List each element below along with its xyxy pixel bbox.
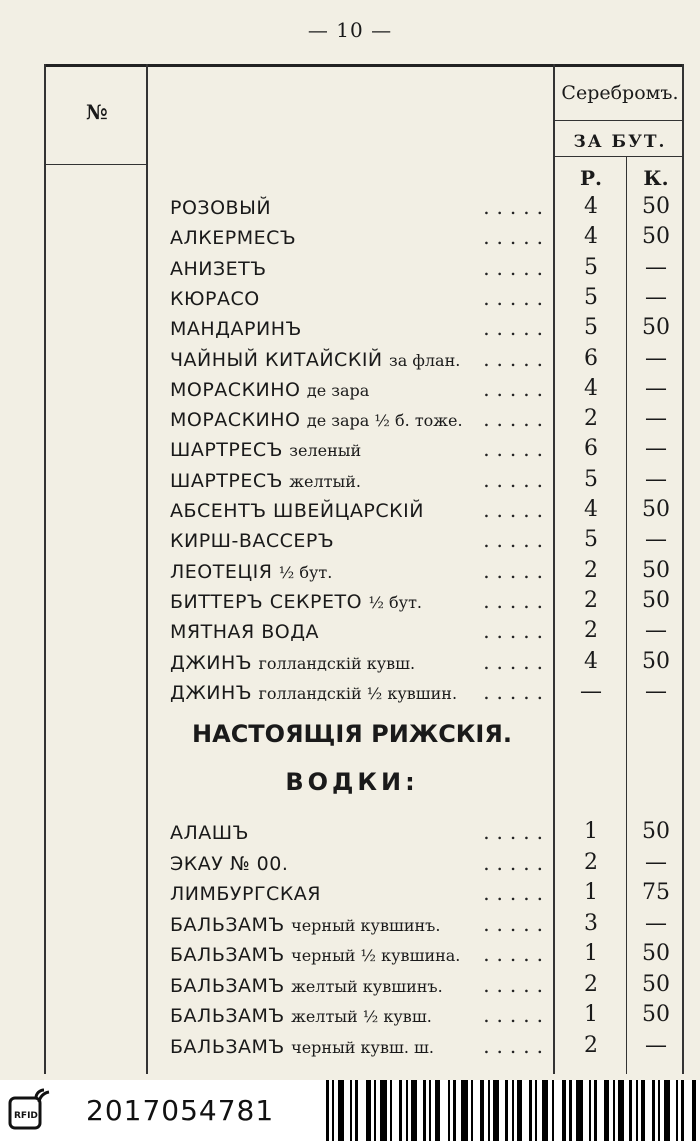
barcode-bar bbox=[480, 1080, 484, 1141]
leader-dots: ..... bbox=[483, 225, 550, 250]
item-note: желтый кувшинъ. bbox=[291, 976, 443, 996]
liqueur-row bbox=[150, 283, 684, 313]
bottle-header-rule bbox=[555, 156, 682, 157]
price-rubles: 2 bbox=[584, 849, 598, 875]
barcode-bar bbox=[535, 1080, 537, 1141]
liqueur-row bbox=[150, 465, 684, 495]
barcode-bar bbox=[448, 1080, 450, 1141]
price-kopecks: 50 bbox=[642, 587, 670, 613]
item-title: АНИЗЕТЪ bbox=[170, 257, 267, 280]
liqueur-row bbox=[150, 404, 684, 434]
rfid-label: RFID bbox=[14, 1111, 38, 1121]
item-note: за флан. bbox=[389, 350, 461, 370]
price-kopecks: — bbox=[645, 436, 667, 462]
barcode-bar bbox=[692, 1080, 696, 1141]
price-rubles: 2 bbox=[584, 618, 598, 644]
item-title: ЧАЙНЫЙ КИТАЙСКІЙ bbox=[170, 348, 383, 371]
price-kopecks: 50 bbox=[642, 224, 670, 250]
vodka-row bbox=[150, 909, 684, 939]
table-left-border bbox=[44, 64, 46, 1074]
price-kopecks: — bbox=[645, 345, 667, 371]
item-title: БАЛЬЗАМЪ bbox=[170, 974, 285, 997]
price-rubles: 1 bbox=[584, 1002, 598, 1027]
item-title: БАЛЬЗАМЪ bbox=[170, 1005, 285, 1027]
price-rubles: 1 bbox=[584, 941, 598, 966]
price-kopecks: 50 bbox=[642, 1002, 670, 1027]
barcode-bar bbox=[374, 1080, 376, 1141]
leader-dots: ..... bbox=[483, 972, 550, 997]
price-rubles: 2 bbox=[584, 1032, 598, 1058]
barcode-bar bbox=[569, 1080, 572, 1141]
price-kopecks: 50 bbox=[642, 971, 670, 997]
price-rubles: 5 bbox=[584, 527, 598, 553]
barcode-bar bbox=[658, 1080, 660, 1141]
price-rubles: 5 bbox=[584, 254, 598, 280]
leader-dots: ..... bbox=[483, 1003, 550, 1027]
item-note: голландскій ½ кувшин. bbox=[258, 683, 458, 703]
price-rubles: 5 bbox=[584, 315, 598, 341]
item-title: МАНДАРИНЪ bbox=[170, 318, 302, 341]
leader-dots: ..... bbox=[483, 528, 550, 553]
item-title: ДЖИНЪ bbox=[170, 681, 253, 704]
barcode-bar bbox=[332, 1080, 334, 1141]
leader-dots: ..... bbox=[483, 679, 550, 704]
price-kopecks: 50 bbox=[642, 497, 670, 522]
price-rubles: 2 bbox=[584, 971, 598, 997]
number-column-header: № bbox=[86, 100, 108, 124]
silver-column-header: Серебромъ. bbox=[561, 82, 679, 104]
barcode-bar bbox=[652, 1080, 655, 1141]
barcode-bar bbox=[411, 1080, 417, 1141]
liqueur-row bbox=[150, 344, 684, 374]
vodka-row bbox=[150, 970, 684, 1000]
leader-dots: ..... bbox=[483, 437, 550, 462]
liqueur-row bbox=[150, 586, 684, 616]
leader-dots: ..... bbox=[483, 376, 550, 401]
price-kopecks: — bbox=[645, 910, 667, 936]
barcode-bar bbox=[350, 1080, 352, 1141]
leader-dots: ..... bbox=[483, 558, 550, 583]
barcode-bar bbox=[390, 1080, 392, 1141]
liqueur-row bbox=[150, 192, 684, 222]
item-note: ½ бут. bbox=[368, 592, 423, 612]
item-note: черный ½ кувшина. bbox=[291, 946, 461, 965]
liqueur-row bbox=[150, 222, 684, 252]
price-rubles: 2 bbox=[584, 557, 598, 583]
price-rubles: 4 bbox=[584, 224, 598, 250]
item-title: ШАРТРЕСЪ bbox=[170, 469, 283, 492]
leader-dots: ..... bbox=[483, 407, 550, 432]
rfid-icon bbox=[8, 1088, 52, 1132]
price-rubles: 1 bbox=[584, 819, 598, 844]
price-kopecks: 50 bbox=[642, 941, 670, 966]
rubles-header: Р. bbox=[579, 166, 602, 190]
price-kopecks: 50 bbox=[642, 819, 670, 844]
price-rubles: — bbox=[580, 678, 602, 704]
price-kopecks: — bbox=[645, 849, 667, 875]
barcode-bar bbox=[576, 1080, 583, 1141]
price-kopecks: — bbox=[645, 678, 667, 704]
library-label-footer bbox=[0, 1080, 700, 1141]
liqueur-row bbox=[150, 647, 684, 677]
item-title: БАЛЬЗАМЪ bbox=[170, 1035, 285, 1058]
barcode-bar bbox=[461, 1080, 468, 1141]
price-rubles: 2 bbox=[584, 587, 598, 613]
leader-dots: ..... bbox=[483, 285, 550, 310]
item-note: черный кувшинъ. bbox=[291, 915, 441, 935]
liqueur-row bbox=[150, 525, 684, 555]
item-title: БАЛЬЗАМЪ bbox=[170, 913, 285, 936]
barcode-bar bbox=[664, 1080, 670, 1141]
barcode-bar bbox=[406, 1080, 408, 1141]
item-title: АЛКЕРМЕСЪ bbox=[170, 227, 297, 250]
leader-dots: ..... bbox=[483, 467, 550, 492]
item-title: БИТТЕРЪ СЕКРЕТО bbox=[170, 590, 363, 613]
item-title: АЛАШЪ bbox=[170, 822, 249, 844]
item-note: желтый. bbox=[289, 471, 361, 491]
vodka-row bbox=[150, 1031, 684, 1061]
liqueur-row bbox=[150, 374, 684, 404]
leader-dots: ..... bbox=[483, 649, 550, 674]
item-title: МОРАСКИНО bbox=[170, 378, 301, 401]
liqueur-row bbox=[150, 434, 684, 464]
item-note: черный кувш. ш. bbox=[291, 1037, 434, 1057]
barcode-bar bbox=[629, 1080, 632, 1141]
barcode-bar bbox=[366, 1080, 371, 1141]
price-rubles: 5 bbox=[584, 284, 598, 310]
item-note: де зара bbox=[306, 380, 370, 400]
price-rubles: 4 bbox=[584, 497, 598, 522]
price-rubles: 3 bbox=[584, 910, 598, 936]
liqueur-row bbox=[150, 677, 684, 707]
item-title: ШАРТРЕСЪ bbox=[170, 439, 283, 462]
item-title: МОРАСКИНО bbox=[170, 409, 301, 432]
price-kopecks: — bbox=[645, 618, 667, 644]
section-subtitle: ВОДКИ: bbox=[285, 768, 419, 796]
leader-dots: ..... bbox=[483, 498, 550, 522]
price-rubles: 4 bbox=[584, 375, 598, 401]
barcode-bar bbox=[676, 1080, 678, 1141]
vodka-row bbox=[150, 878, 684, 908]
barcode-bar bbox=[380, 1080, 387, 1141]
leader-dots: ..... bbox=[483, 1033, 550, 1058]
barcode-bar bbox=[453, 1080, 456, 1141]
barcode-bar bbox=[613, 1080, 615, 1141]
item-title: БАЛЬЗАМЪ bbox=[170, 944, 285, 966]
leader-dots: ..... bbox=[483, 316, 550, 341]
barcode-bar bbox=[338, 1080, 344, 1141]
price-rubles: 2 bbox=[584, 406, 598, 432]
barcode-bar bbox=[641, 1080, 645, 1141]
price-kopecks: 50 bbox=[642, 648, 670, 674]
leader-dots: ..... bbox=[483, 195, 550, 219]
barcode-bar bbox=[618, 1080, 624, 1141]
price-rubles: 4 bbox=[584, 648, 598, 674]
vodka-row bbox=[150, 1000, 684, 1030]
liqueur-row bbox=[150, 495, 684, 525]
item-note: желтый ½ кувш. bbox=[291, 1007, 432, 1026]
leader-dots: ..... bbox=[483, 850, 550, 875]
price-kopecks: — bbox=[645, 375, 667, 401]
leader-dots: ..... bbox=[483, 942, 550, 966]
item-note: ½ бут. bbox=[278, 562, 333, 582]
leader-dots: ..... bbox=[483, 588, 550, 613]
item-title: РОЗОВЫЙ bbox=[170, 197, 272, 219]
price-rubles: 6 bbox=[584, 345, 598, 371]
liqueur-row bbox=[150, 616, 684, 646]
barcode-bar bbox=[423, 1080, 426, 1141]
price-kopecks: — bbox=[645, 527, 667, 553]
leader-dots: ..... bbox=[483, 346, 550, 371]
barcode-bar bbox=[493, 1080, 499, 1141]
barcode-bar bbox=[505, 1080, 508, 1141]
item-note: де зара ½ б. тоже. bbox=[306, 411, 463, 431]
price-kopecks: 50 bbox=[642, 557, 670, 583]
barcode-icon bbox=[326, 1080, 700, 1141]
liqueur-row bbox=[150, 556, 684, 586]
item-title: МЯТНАЯ ВОДА bbox=[170, 621, 320, 644]
barcode-bar bbox=[552, 1080, 554, 1141]
barcode-bar bbox=[681, 1080, 684, 1141]
barcode-bar bbox=[529, 1080, 532, 1141]
price-kopecks: 50 bbox=[642, 194, 670, 219]
barcode-bar bbox=[429, 1080, 431, 1141]
section-title: НАСТОЯЩІЯ РИЖСКІЯ. bbox=[192, 720, 512, 748]
barcode-bar bbox=[326, 1080, 329, 1141]
liqueur-row bbox=[150, 313, 684, 343]
barcode-bar bbox=[594, 1080, 597, 1141]
kopecks-header: К. bbox=[643, 166, 669, 190]
price-kopecks: — bbox=[645, 284, 667, 310]
price-kopecks: — bbox=[645, 406, 667, 432]
barcode-bar bbox=[512, 1080, 514, 1141]
barcode-bar bbox=[562, 1080, 566, 1141]
barcode-bar bbox=[542, 1080, 548, 1141]
item-title: ЛЕОТЕЦІЯ bbox=[170, 560, 273, 583]
barcode-bar bbox=[488, 1080, 490, 1141]
table-no-column-border bbox=[146, 64, 148, 1074]
barcode-bar bbox=[589, 1080, 591, 1141]
vodka-row bbox=[150, 817, 684, 847]
leader-dots: ..... bbox=[483, 619, 550, 644]
page-number: — 10 — bbox=[307, 18, 393, 42]
barcode-bar bbox=[471, 1080, 473, 1141]
item-title: АБСЕНТЪ ШВЕЙЦАРСКІЙ bbox=[170, 500, 424, 522]
price-kopecks: 75 bbox=[642, 880, 670, 905]
price-kopecks: — bbox=[645, 1032, 667, 1058]
leader-dots: ..... bbox=[483, 255, 550, 280]
price-rubles: 6 bbox=[584, 436, 598, 462]
per-bottle-header: ЗА БУТ. bbox=[573, 132, 667, 152]
price-kopecks: — bbox=[645, 466, 667, 492]
barcode-bar bbox=[399, 1080, 402, 1141]
price-kopecks: — bbox=[645, 254, 667, 280]
silver-header-rule bbox=[555, 120, 682, 121]
item-title: КИРШ-ВАССЕРЪ bbox=[170, 530, 335, 553]
price-rubles: 1 bbox=[584, 880, 598, 905]
barcode-bar bbox=[517, 1080, 522, 1141]
liqueur-row bbox=[150, 253, 684, 283]
item-note: зеленый bbox=[289, 441, 362, 461]
barcode-bar bbox=[636, 1080, 638, 1141]
item-title: ЭКАУ № 00. bbox=[170, 852, 289, 875]
no-header-rule bbox=[46, 164, 146, 165]
vodka-row bbox=[150, 939, 684, 969]
leader-dots: ..... bbox=[483, 820, 550, 844]
barcode-number: 2017054781 bbox=[86, 1094, 275, 1127]
price-rubles: 4 bbox=[584, 194, 598, 219]
vodka-row bbox=[150, 848, 684, 878]
price-kopecks: 50 bbox=[642, 315, 670, 341]
item-title: ЛИМБУРГСКАЯ bbox=[170, 883, 322, 905]
leader-dots: ..... bbox=[483, 881, 550, 905]
price-rubles: 5 bbox=[584, 466, 598, 492]
item-title: КЮРАСО bbox=[170, 287, 260, 310]
item-title: ДЖИНЪ bbox=[170, 651, 253, 674]
barcode-bar bbox=[435, 1080, 440, 1141]
item-note: голландскій кувш. bbox=[258, 653, 416, 673]
barcode-bar bbox=[355, 1080, 358, 1141]
barcode-bar bbox=[604, 1080, 609, 1141]
leader-dots: ..... bbox=[483, 911, 550, 936]
